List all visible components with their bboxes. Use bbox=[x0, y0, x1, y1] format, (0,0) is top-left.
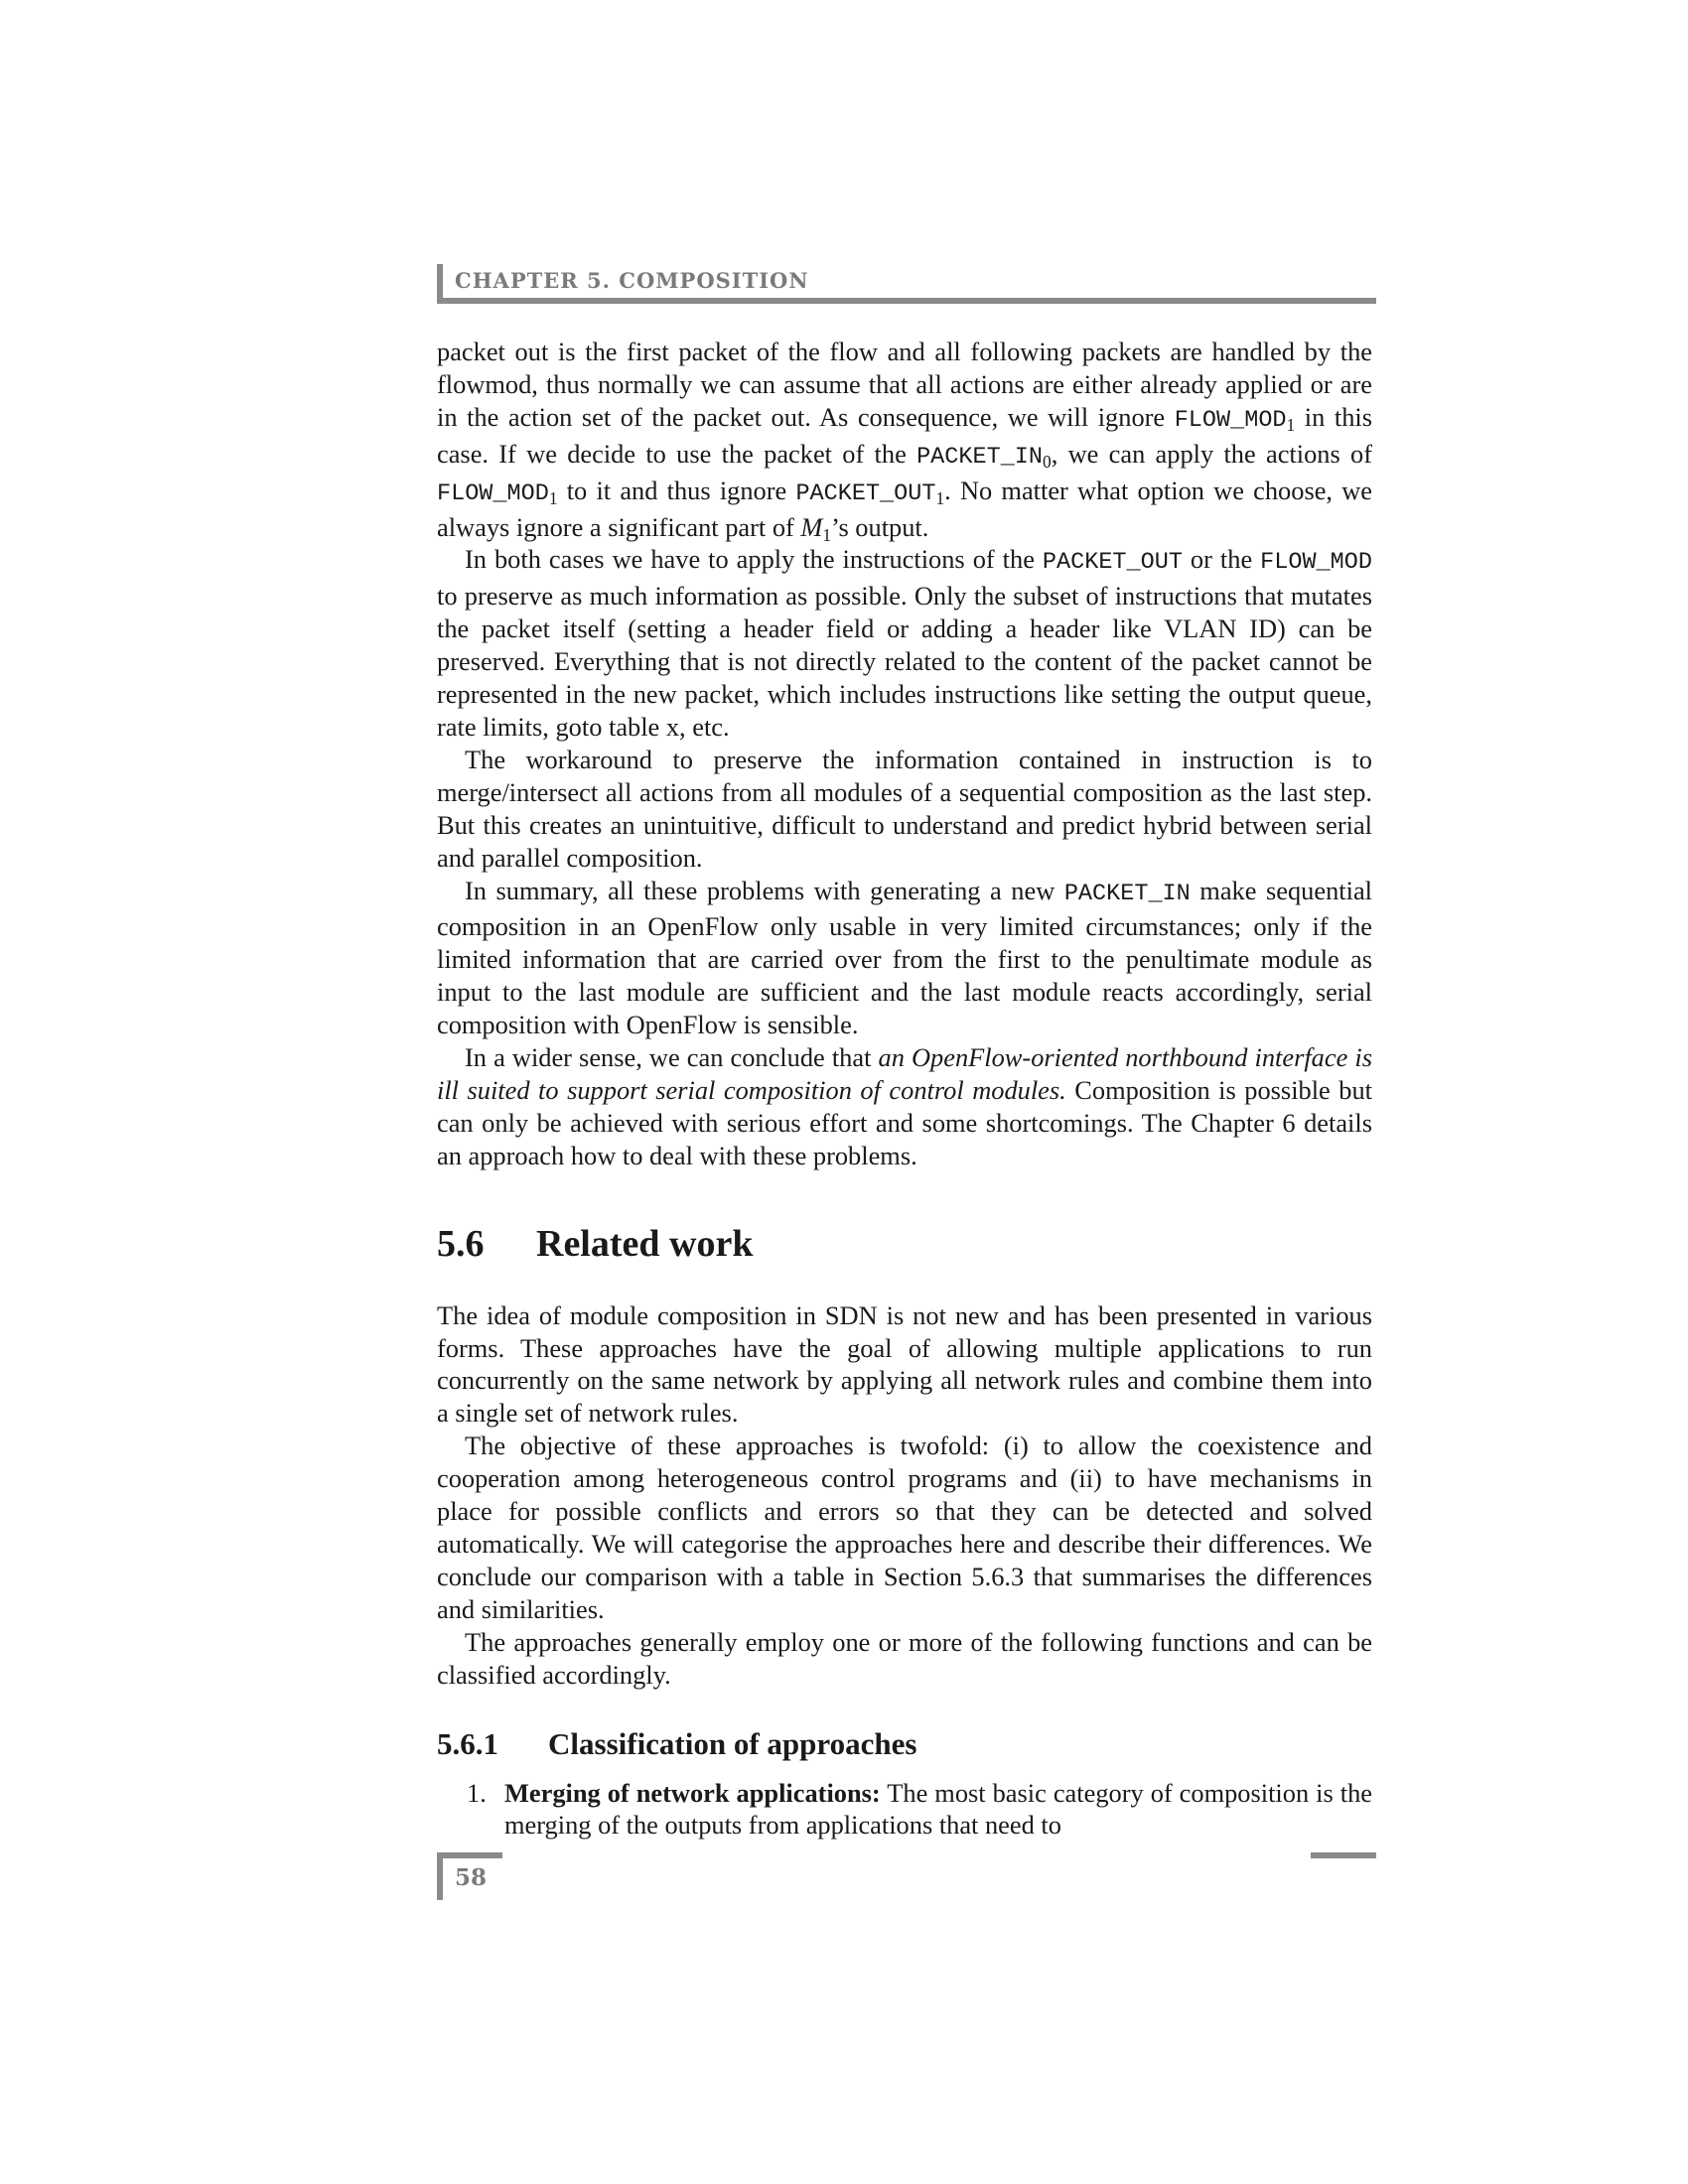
footer-vertical-rule bbox=[437, 1852, 443, 1900]
list-marker: 1. bbox=[467, 1777, 487, 1808]
code-packet-out: PACKET_OUT bbox=[1042, 549, 1183, 577]
footer-right-rule bbox=[1311, 1852, 1376, 1858]
code-packet-in: PACKET_IN bbox=[1063, 880, 1191, 907]
code-flow-mod: FLOW_MOD bbox=[1174, 406, 1287, 434]
approach-list bbox=[437, 1777, 1372, 1843]
page-number: 58 bbox=[455, 1864, 488, 1891]
running-title: CHAPTER 5. COMPOSITION bbox=[455, 268, 809, 293]
paragraph-4: In summary, all these problems with generating a new PACKET_IN make sequential composition in an OpenFlow only usable in very limited circumstances; only if the limited information that are carried over from the first to the penultimate module as input to the last module are sufficient and the last module reacts accordingly, serial composition with OpenFlow is sensible. bbox=[437, 875, 1372, 1040]
paragraph-3: The workaround to preserve the information contained in instruction is to merge/intersect all actions from all modules of a sequential composition as the last step. But this creates an unintuitive, difficult to understand and predict hybrid between serial and parallel composition. bbox=[437, 744, 1372, 873]
paragraph-1: packet out is the first packet of the flow and all following packets are handled by the flowmod, thus normally we can assume that all actions are either already applied or are in the action set of the packet out. As consequence, we will ignore $FLOW\_MOD_1$ in this case. If we decide to use the packet of the $PACKET\_IN_0$, we can apply the actions of $FLOW\_MOD_1$ to it and thus ignore $PACKET\_OUT_1$. No matter what option we choose, we always ignore a significant part of $M_1’s$ output. bbox=[437, 337, 1372, 545]
subsection-title: Classification of approaches bbox=[548, 1725, 917, 1761]
subsection-number: 5.6.1 bbox=[437, 1725, 498, 1761]
math-m: M bbox=[800, 511, 823, 542]
list-item bbox=[437, 1777, 1372, 1843]
subsection-heading bbox=[437, 1725, 1372, 1763]
section-title: Related work bbox=[536, 1222, 754, 1265]
code-packet-in: PACKET_IN bbox=[916, 443, 1043, 471]
paragraph-6: The idea of module composition in SDN is not new and has been presented in various forms. These approaches have the goal of allowing multiple applications to run concurrently on the same network by applying all network rules and combine them into a single set of network rules. bbox=[437, 1299, 1372, 1429]
paragraph-2: In both cases we have to apply the instructions of the PACKET_OUT or the FLOW_MOD to preserve as much information as possible. Only the subset of instructions that mutates the packet itself (setting a header field or adding a header like VLAN ID) can be preserved. Everything that is not directly related to the content of the packet cannot be represented in the new packet, which includes instructions like setting the output queue, rate limits, goto table x, etc. bbox=[437, 544, 1372, 742]
section-heading bbox=[437, 1222, 1372, 1266]
code-flow-mod: FLOW_MOD bbox=[437, 479, 549, 507]
footer-left-rule bbox=[437, 1852, 502, 1858]
section-number: 5.6 bbox=[437, 1222, 485, 1265]
page-body bbox=[437, 336, 1372, 1842]
emphasis: an OpenFlow-oriented northbound interface is ill suited to support serial composition of control modules. bbox=[437, 1042, 1372, 1105]
code-packet-out: PACKET_OUT bbox=[795, 479, 936, 507]
paragraph-8: The approaches generally employ one or more of the following functions and can be classified accordingly. bbox=[437, 1626, 1372, 1690]
page-footer bbox=[437, 1852, 1376, 1900]
list-text: The most basic category of composition is the merging of the outputs from applications that need to bbox=[504, 1777, 1373, 1841]
header-horizontal-rule bbox=[437, 298, 1376, 304]
paragraph-7: The objective of these approaches is twofold: (i) to allow the coexistence and cooperation among heterogeneous control programs and (ii) to have mechanisms in place for possible conflicts and errors so that they can be detected and solved automatically. We will categorise the approaches here and describe their differences. We conclude our comparison with a table in Section 5.6.3 that summarises the differences and similarities. bbox=[437, 1431, 1372, 1624]
running-header bbox=[437, 264, 1376, 304]
paragraph-5: In a wider sense, we can conclude that an OpenFlow-oriented northbound interface is ill suited to support serial composition of control modules. Composition is possible but can only be achieved with serious effort and some shortcomings. The Chapter 6 details an approach how to deal with these problems. bbox=[437, 1042, 1373, 1170]
list-term: Merging of network applications: bbox=[504, 1777, 881, 1808]
code-flow-mod: FLOW_MOD bbox=[1260, 549, 1372, 577]
